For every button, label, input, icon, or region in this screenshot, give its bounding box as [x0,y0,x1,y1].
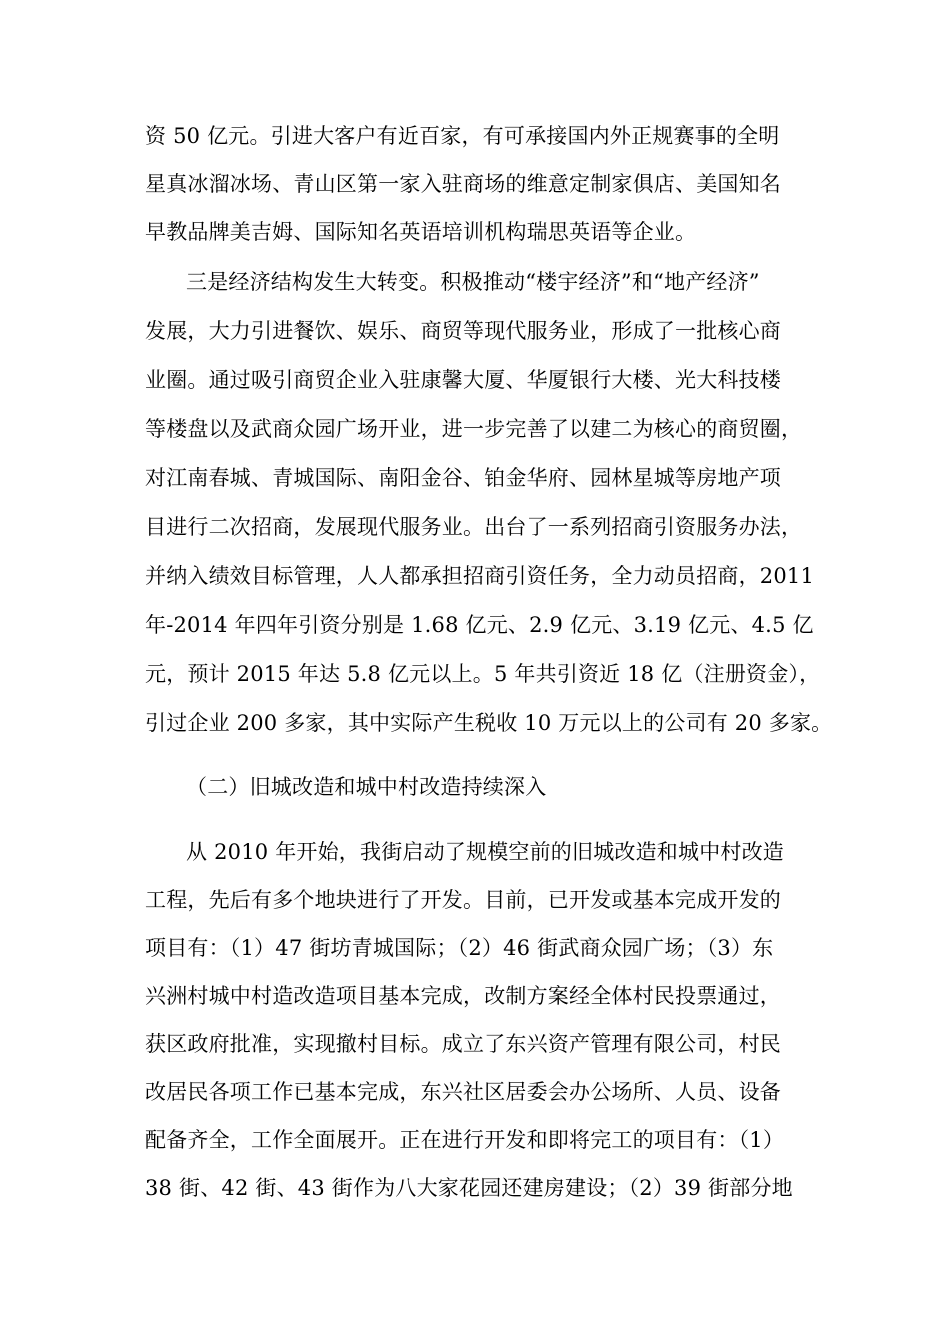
paragraph-line: 配备齐全，工作全面展开。正在进行开发和即将完工的项目有：（1） [145,1128,785,1152]
section-heading: （二）旧城改造和城中村改造持续深入 [186,775,547,799]
paragraph-line: 三是经济结构发生大转变。积极推动“楼宇经济”和“地产经济” [186,270,760,294]
paragraph-line: 38 街、42 街、43 街作为八大家花园还建房建设；（2）39 街部分地 [145,1176,793,1200]
paragraph-line: 从 2010 年开始，我街启动了规模空前的旧城改造和城中村改造 [186,840,784,864]
paragraph-line: 改居民各项工作已基本完成，东兴社区居委会办公场所、人员、设备 [145,1080,781,1104]
paragraph-line: 工程，先后有多个地块进行了开发。目前，已开发或基本完成开发的 [145,888,781,912]
paragraph-line: 获区政府批准，实现撤村目标。成立了东兴资产管理有限公司，村民 [145,1032,781,1056]
paragraph-line: 星真冰溜冰场、青山区第一家入驻商场的维意定制家俱店、美国知名 [145,172,781,196]
paragraph-line: 等楼盘以及武商众园广场开业，进一步完善了以建二为核心的商贸圈， [145,417,803,441]
paragraph-line: 发展，大力引进餐饮、娱乐、商贸等现代服务业，形成了一批核心商 [145,319,781,343]
paragraph-line: 早教品牌美吉姆、国际知名英语培训机构瑞思英语等企业。 [145,220,697,244]
paragraph-line: 对江南春城、青城国际、南阳金谷、铂金华府、园林星城等房地产项 [145,466,781,490]
paragraph-line: 业圈。通过吸引商贸企业入驻康馨大厦、华厦银行大楼、光大科技楼 [145,368,781,392]
paragraph-line: 元，预计 2015 年达 5.8 亿元以上。5 年共引资近 18 亿（注册资金）， [145,662,821,686]
paragraph-line: 兴洲村城中村造改造项目基本完成，改制方案经全体村民投票通过， [145,984,781,1008]
paragraph-line: 目进行二次招商，发展现代服务业。出台了一系列招商引资服务办法， [145,515,803,539]
paragraph-line: 引过企业 200 多家，其中实际产生税收 10 万元以上的公司有 20 多家。 [145,711,833,735]
paragraph-line: 项目有：（1）47 街坊青城国际；（2）46 街武商众园广场；（3）东 [145,936,774,960]
paragraph-line: 资 50 亿元。引进大客户有近百家，有可承接国内外正规赛事的全明 [145,124,780,148]
paragraph-line: 年-2014 年四年引资分别是 1.68 亿元、2.9 亿元、3.19 亿元、4.5 亿 [145,613,814,637]
paragraph-line: 并纳入绩效目标管理，人人都承担招商引资任务，全力动员招商，2011 [145,564,815,588]
